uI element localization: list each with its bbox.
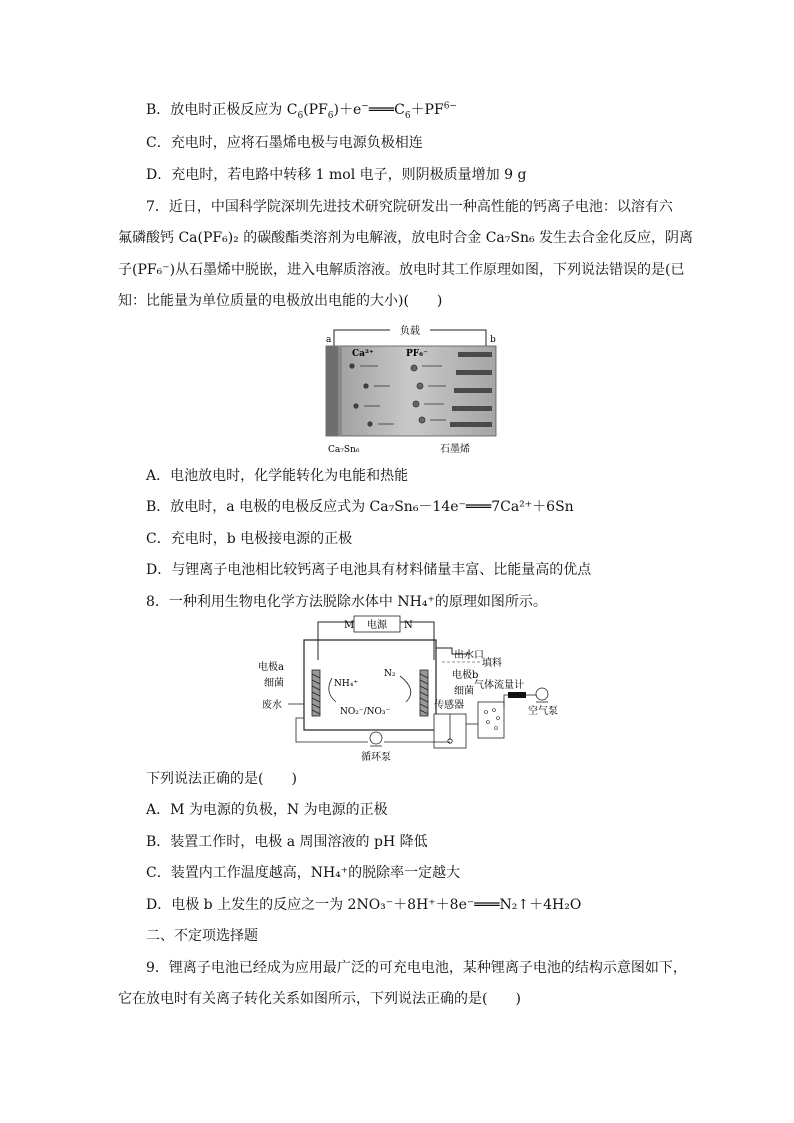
outlet-label: 出水口	[454, 650, 484, 661]
flowmeter-label: 气体流量计	[474, 680, 524, 691]
q9-stem-line2: 它在放电时有关离子转化关系如图所示，下列说法正确的是( )	[118, 991, 521, 1007]
pump-label: 循环泵	[361, 752, 391, 763]
filler-label: 填料	[482, 658, 502, 669]
electrode-b-label: b	[490, 335, 496, 345]
sensor-label: 传感器	[434, 700, 464, 711]
m-terminal-label: M	[344, 620, 355, 631]
electrode-b-label: 电极b	[452, 670, 479, 681]
aeration-bottle	[478, 702, 504, 738]
air-pump-label: 空气泵	[528, 706, 558, 717]
flowmeter	[508, 692, 526, 698]
alloy-label: Ca₇Sn₆	[328, 445, 360, 455]
ammonium-label: NH₄⁺	[334, 679, 359, 689]
q6-option-d: D．充电时，若电路中转移 1 mol 电子，则阴极质量增加 9 g	[146, 167, 527, 183]
circulation-pump	[370, 732, 382, 744]
electrode-a-label: a	[326, 335, 332, 345]
alloy-electrode	[326, 346, 338, 436]
bacteria-b-label: 细菌	[454, 686, 474, 697]
wastewater-label: 废水	[262, 700, 282, 711]
bioelectrochemical-diagram	[256, 614, 576, 764]
q8-stem: 8．一种利用生物电化学方法脱除水体中 NH₄⁺的原理如图所示。	[146, 594, 547, 610]
q6-option-c: C．充电时，应将石墨烯电极与电源负极相连	[146, 135, 423, 151]
q9-stem-line1: 9．锂离子电池已经成为应用最广泛的可充电电池，某种锂离子电池的结构示意图如下，	[146, 960, 687, 976]
load-label: 负载	[400, 326, 420, 337]
q7-stem-line3: 子(PF₆⁻)从石墨烯中脱嵌，进入电解质溶液。放电时其工作原理如图，下列说法错误的是(已	[118, 262, 685, 278]
q6-option-b: B．放电时正极反应为 $C_6(PF_6)+e^-═══C_6+PF^{6-}$	[146, 101, 457, 121]
q7-option-a: A．电池放电时，化学能转化为电能和热能	[146, 468, 409, 484]
pf6-ion-label: PF₆⁻	[406, 349, 428, 359]
power-label: 电源	[367, 620, 387, 631]
electrode-a-label: 电极a	[258, 662, 284, 673]
n-terminal-label: N	[404, 620, 413, 631]
q7-option-c: C．充电时，b 电极接电源的正极	[146, 531, 353, 547]
ca-ion-label: Ca²⁺	[352, 349, 374, 359]
calcium-battery-diagram	[318, 318, 504, 460]
bacteria-a-label: 细菌	[264, 678, 284, 689]
section-heading: 二、不定项选择题	[146, 928, 258, 944]
q8-option-a: A．M 为电源的负极，N 为电源的正极	[146, 802, 388, 818]
q8-option-d: D．电极 b 上发生的反应之一为 2NO₃⁻＋8H⁺＋8e⁻═══N₂↑＋4H₂O	[146, 897, 582, 913]
q7-stem-line4: 知：比能量为单位质量的电极放出电能的大小)( )	[118, 293, 443, 309]
n2-label: N₂	[384, 669, 396, 679]
nitrite-nitrate-label: NO₂⁻/NO₃⁻	[340, 707, 391, 717]
q8-option-c: C．装置内工作温度越高，NH₄⁺的脱除率一定越大	[146, 865, 461, 881]
q7-stem-line2: 氟磷酸钙 Ca(PF₆)₂ 的碳酸酯类溶剂为电解液，放电时合金 Ca₇Sn₆ 发生去合金化反应，阴离	[118, 230, 694, 246]
q8-ask: 下列说法正确的是( )	[146, 771, 297, 787]
graphene-label: 石墨烯	[440, 444, 470, 455]
q7-option-b: B．放电时，a 电极的电极反应式为 Ca₇Sn₆－14e⁻═══7Ca²⁺＋6Sn	[146, 499, 574, 515]
q7-option-d: D．与锂离子电池相比较钙离子电池具有材料储量丰富、比能量高的优点	[146, 562, 592, 578]
q7-stem-line1: 7．近日，中国科学院深圳先进技术研究院研发出一种高性能的钙离子电池：以溶有六	[146, 199, 673, 215]
q8-option-b: B．装置工作时，电极 a 周围溶液的 pH 降低	[146, 834, 428, 850]
air-pump	[536, 688, 548, 700]
